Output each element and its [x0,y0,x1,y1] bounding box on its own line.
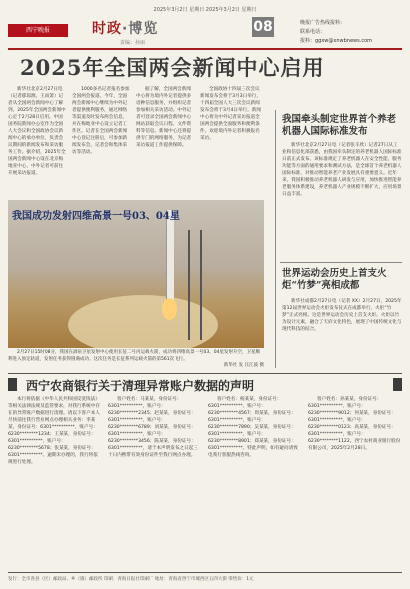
right-story-1-headline: 我国牵头制定世界首个养老机器人国际标准发布 [282,114,397,137]
notice-rule [8,373,402,374]
right-story-1-text: 新华社北京2月27日电（记者张辛欣）记者27日从工业和信息化部获悉，由我国牵头制定的养老机器人国际标准日前正式发布。该标准规定了养老机器人在安全性能、服务功能等方面的通用要求和测试方法，是全球首个养老机器人国际标准，对推动智能养老产业发展具有重要意义。近年来，我国积极推动养老机器人研发与应用，加快推进智能养老服务体系建设，养老机器人产业规模不断扩大，应用场景日益丰富。 [282,143,402,197]
notice-col-2 [108,396,200,568]
main-headline: 2025年全国两会新闻中心启用 [20,55,325,80]
section-name: 博览 [128,21,159,37]
footer-text: 发行：全市各县（区）邮政局、乡（镇）邮政所 印刷：青海日报社印刷厂 地址：青海省西宁市城西区五四大街 零售价：1元 [8,577,254,582]
notice-col-2-text: 客户姓名：马某某，身份证号：6301**********，账户号：6230********2345；赵某某，身份证号：6301**********，账户号：6230********6789；刘某某，身份证号：6301**********，账户号：6230********3456；陈某某，身份证号：6301**********，请于本声明发布之日起三十日内携带有效身份证件至我行网点办理。 [108,397,198,458]
newspaper-logo: 西宁晚报 [8,24,68,37]
launch-tower [188,230,202,340]
header-rule [8,48,402,50]
page-number: 08 [253,19,273,35]
right-story-2-headline: 世界运动会历史上首支火炬“竹梦”亮相成都 [282,268,387,291]
right-story-divider [280,262,402,263]
notice-col-4 [308,396,402,568]
rocket-flame [162,298,177,320]
right-story-2-body [282,298,402,368]
main-story-col-3 [136,86,194,198]
main-story-col-4 [200,86,264,198]
footer-rule [8,572,402,573]
main-story-col-1-text: 新华社北京2月27日电（记者郁琼源、王雨萧）记者从全国两会新闻中心了解到，2025年全国两会新闻中心定于2月28日启用。中国国务院新闻办公室作为全国人大会议和全国政协会议新闻中心的承办单位，负责会议期间的新闻发布和采访服务工作。据介绍，2025年全国两会新闻中心设在北京梅地亚中心，中外记者可前往开展采访报道。 [8,87,66,176]
date-line: 2025年3月2日 星期日 2025年3月2日 星期日 [153,7,257,13]
section-prefix: 时政 [92,21,122,37]
main-story-col-4-text: 全国政协十四届三次会议新闻发布会将于3月3日举行，十四届全国人大三次会议新闻发布会将于3月4日举行。新闻中心将为中外记者采访报道全国两会提供全面服务和便利条件，欢迎境内外记者积极报名采访。 [200,87,261,141]
rocket-launch-photo [8,200,264,348]
photo-title: 我国成功发射四维高景一号03、04星 [12,211,180,222]
hotline-3: 报料：ggxw@xnwbnews.com [300,38,372,44]
notice-col-4-text: 客户姓名：孙某某，身份证号：6301**********，账户号：6230********9012；何某某，身份证号：6301**********，账户号：6230********0123；高某某，身份证号：6301**********，账户号：6230********1122。西宁农村商业银行股份有限公司，2025年2月28日。 [308,397,401,451]
notice-title: 西宁农商银行关于清理异常账户数据的声明 [26,379,255,393]
main-story-col-1 [8,86,66,198]
hotline-2: 联系电话： [300,29,326,35]
main-story-col-2 [72,86,130,198]
photo-caption-text: 2月27日15时08分，我国在酒泉卫星发射中心使用长征二号丙运载火箭，成功将四维高景一号03、04星发射升空，卫星顺利进入预定轨道，发射任务获得圆满成功。这次任务是长征系列运载火箭的第561次飞行。 [8,350,260,362]
right-story-1-body [282,142,402,258]
section-dot: · [122,21,129,37]
notice-bar-right [393,378,402,391]
main-story-col-3-text: 据了解，全国两会新闻中心将为境内外记者提供多语种信息服务，并组织记者参加相关采访活动。中外记者可登录全国两会新闻中心网站获取会议日程、文件资料等信息。新闻中心还将提供专门的网络服务，为记者采访报道工作提供保障。 [136,87,192,148]
notice-col-1 [8,396,100,568]
notice-col-3-text: 客户姓名：杨某某，身份证号：6301**********，账户号：6230********4567；周某某，身份证号：6301**********，账户号：6230********7890；吴某某，身份证号：6301**********，账户号：6230********8901；郑某某，身份证号：6301**********。特此声明，如有疑问请致电我行客服热线咨询。 [208,397,298,458]
notice-col-1-text: 本行将依据《中华人民共和国反洗钱法》等相关法律法规及监管要求，对我行系统中存在的异常账户数据进行清理。请以下客户本人尽快前往我行营业网点办理相关业务：李某某，身份证号：6301**********，账户号：6230********1234；王某某，身份证号：6301**********，账户号：6230********5678；张某某，身份证号：6301**********。逾期未办理的，我行将依规进行处理。 [8,397,100,465]
column-divider [275,110,276,368]
notice-col-3 [208,396,300,568]
notice-bar-left [8,378,17,391]
right-story-2-text: 新华社成都2月27日电（记者 XX）2月27日，2025年第12届世界运动会火炬发布仪式在成都举行，火炬“竹梦”正式亮相。这是世界运动会历史上首支火炬。火炬以竹为设计元素，融合了天府文化特色，展现了中国传统文化与现代科技的结合。 [282,299,402,332]
section-title [92,18,158,38]
rocket [166,210,174,300]
editor-line: 责编：孙丽 [120,40,146,46]
main-story-col-2-text: 1000多名记者报名参加全国两会报道。今年，全国两会新闻中心继续为中外记者提供便利服务，通过网络等渠道及时发布两会信息，并在梅地亚中心设立记者工作区。记者在全国两会新闻中心登记注册后，可参加新闻发布会、记者会和集体采访等活动。 [72,87,130,155]
hotline-block [300,19,372,46]
photo-caption [8,350,264,370]
photo-credit: 新华社 发 汪江波 摄 [223,363,264,368]
hotline-1: 晚报广告热线报料： [300,20,346,26]
